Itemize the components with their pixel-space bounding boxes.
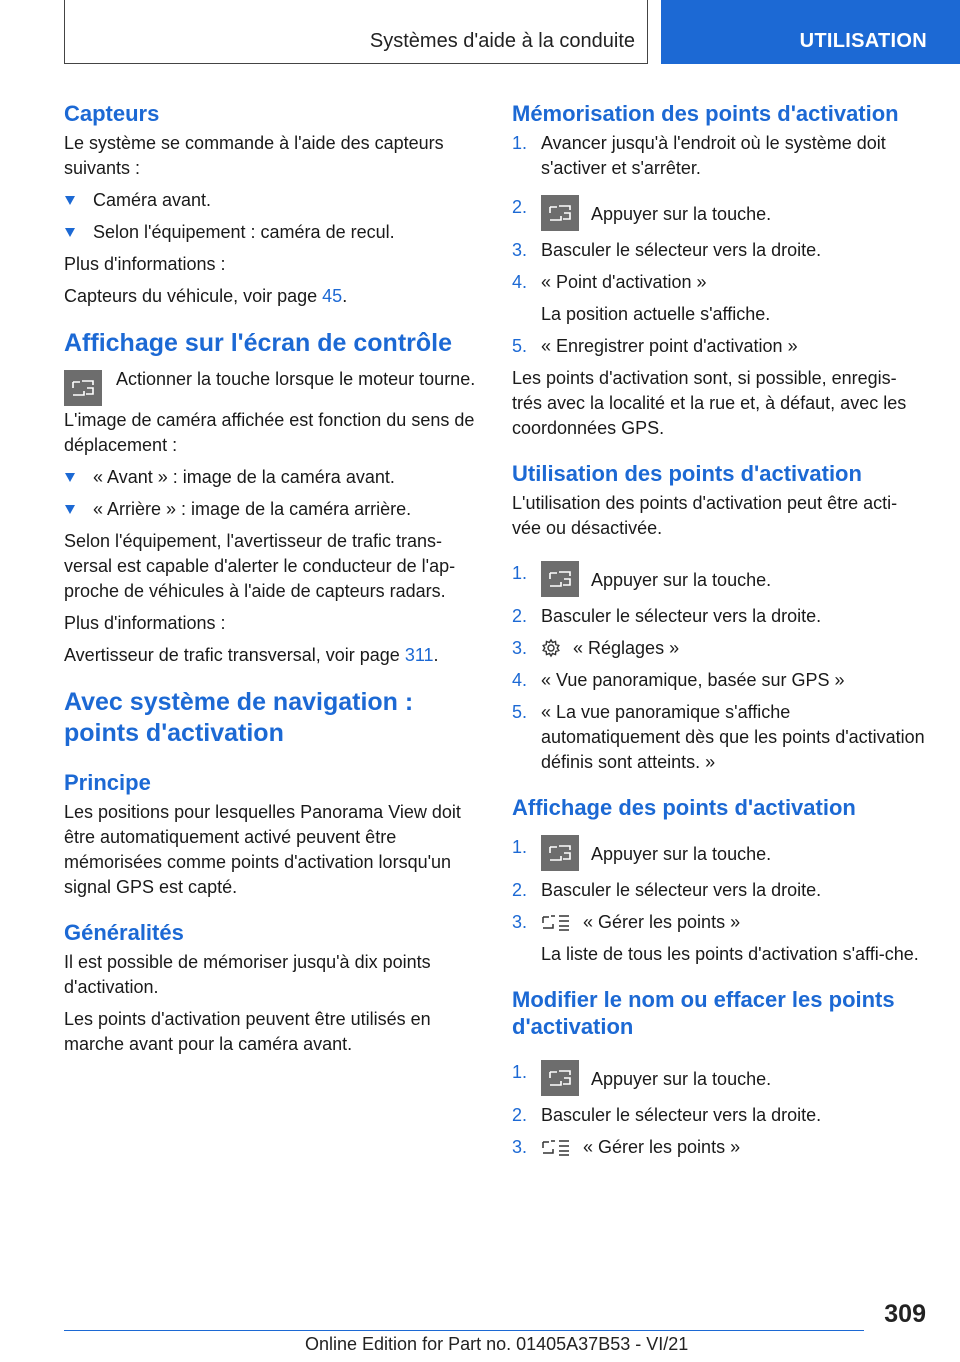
heading-utilisation: Utilisation des points d'activation	[512, 461, 862, 486]
list-item: « Avant » : image de la caméra avant.	[64, 465, 482, 490]
list-item: 4. « Point d'activation » La position actuelle s'affiche.	[512, 272, 771, 324]
camera-button-icon	[541, 835, 579, 871]
affichage-trafic: Selon l'équipement, l'avertisseur de trafic trans-versal est capable d'alerter le conducteur de l'ap-proche de véhicules à l'aide de capteurs radars.	[64, 531, 456, 601]
heading-modifier: Modifier le nom ou effacer les points d'activation	[512, 987, 895, 1039]
list-item: 2. Basculer le sélecteur vers la droite.	[512, 1105, 822, 1125]
list-item: 5. « La vue panoramique s'affiche automatiquement dès que les points d'activation définis sont atteints. »	[512, 702, 925, 772]
heading-affichage-points: Affichage des points d'activation	[512, 795, 856, 820]
list-item: 3. « Réglages »	[512, 638, 680, 658]
camera-button-instruction: Actionner la touche lorsque le moteur tourne.	[64, 367, 482, 392]
capteurs-ref: Capteurs du véhicule, voir page 45.	[64, 286, 348, 306]
list-item: 4. « Vue panoramique, basée sur GPS »	[512, 670, 845, 690]
camera-button-icon	[541, 1060, 579, 1096]
footer-edition: Online Edition for Part no. 01405A37B53 - VI/21	[305, 1334, 689, 1354]
generalites-p1: Il est possible de mémoriser jusqu'à dix points d'activation.	[64, 952, 431, 997]
heading-affichage: Affichage sur l'écran de contrôle	[64, 329, 452, 357]
page-link-45[interactable]: 45	[322, 286, 343, 306]
footer-divider	[64, 1330, 864, 1331]
gear-icon	[541, 638, 561, 658]
utilisation-intro: L'utilisation des points d'activation peut être acti-vée ou désactivée.	[512, 493, 898, 538]
camera-button-icon	[541, 195, 579, 231]
affichage-more: Plus d'informations :	[64, 613, 226, 633]
list-item: 1. Appuyer sur la touche.	[512, 561, 926, 597]
heading-generalites: Généralités	[64, 920, 184, 945]
list-item: 2. Basculer le sélecteur vers la droite.	[512, 880, 822, 900]
header-section-box	[64, 0, 648, 64]
list-item: « Arrière » : image de la caméra arrière.	[64, 497, 482, 522]
manage-points-icon	[541, 1137, 571, 1157]
list-item: 1. Appuyer sur la touche.	[512, 1060, 926, 1096]
list-item: Selon l'équipement : caméra de recul.	[64, 220, 482, 245]
generalites-p2: Les points d'activation peuvent être utilisés en marche avant pour la caméra avant.	[64, 1009, 431, 1054]
list-item: 2. Appuyer sur la touche.	[512, 195, 926, 231]
list-item: Caméra avant.	[64, 188, 482, 213]
heading-principe: Principe	[64, 770, 151, 795]
list-item: 1. Appuyer sur la touche.	[512, 835, 926, 871]
camera-button-icon	[541, 561, 579, 597]
manage-points-icon	[541, 912, 571, 932]
capteurs-more: Plus d'informations :	[64, 254, 226, 274]
bullet-triangle-icon	[65, 473, 75, 482]
heading-navigation: Avec système de navigation : points d'activation	[64, 688, 414, 747]
list-item: 5. « Enregistrer point d'activation »	[512, 336, 798, 356]
list-item: 3. Basculer le sélecteur vers la droite.	[512, 240, 822, 260]
memorisation-note: Les points d'activation sont, si possible, enregis-trés avec la localité et la rue et, à défaut, avec les coordonnées GPS.	[512, 368, 907, 438]
header-chapter-tab[interactable]	[661, 0, 960, 64]
capteurs-intro: Le système se commande à l'aide des capteurs suivants :	[64, 133, 444, 178]
left-column	[64, 100, 482, 1064]
page-number: 309	[884, 1300, 926, 1328]
header-chapter-label: UTILISATION	[799, 30, 927, 52]
affichage-ref: Avertisseur de trafic transversal, voir page 311.	[64, 645, 439, 665]
list-item: 3. « Gérer les points »	[512, 1137, 741, 1157]
bullet-triangle-icon	[65, 505, 75, 514]
header-section-title: Systèmes d'aide à la conduite	[369, 30, 635, 52]
page-link-311[interactable]: 311	[404, 645, 434, 665]
bullet-triangle-icon	[65, 196, 75, 205]
bullet-triangle-icon	[65, 228, 75, 237]
heading-memorisation: Mémorisation des points d'activation	[512, 101, 899, 126]
affichage-desc: L'image de caméra affichée est fonction du sens de déplacement :	[64, 410, 475, 455]
principe-text: Les positions pour lesquelles Panorama View doit être automatiquement activé peuvent être mémorisées comme points d'activation lorsqu'un signal GPS est capté.	[64, 802, 461, 897]
camera-button-icon	[64, 370, 102, 406]
list-item: 1. Avancer jusqu'à l'endroit où le système doit s'activer et s'arrêter.	[512, 133, 886, 178]
heading-capteurs: Capteurs	[64, 101, 160, 126]
right-column	[512, 100, 926, 1167]
list-item: 3. « Gérer les points » La liste de tous les points d'activation s'affi-che.	[512, 912, 919, 964]
list-item: 2. Basculer le sélecteur vers la droite.	[512, 606, 822, 626]
